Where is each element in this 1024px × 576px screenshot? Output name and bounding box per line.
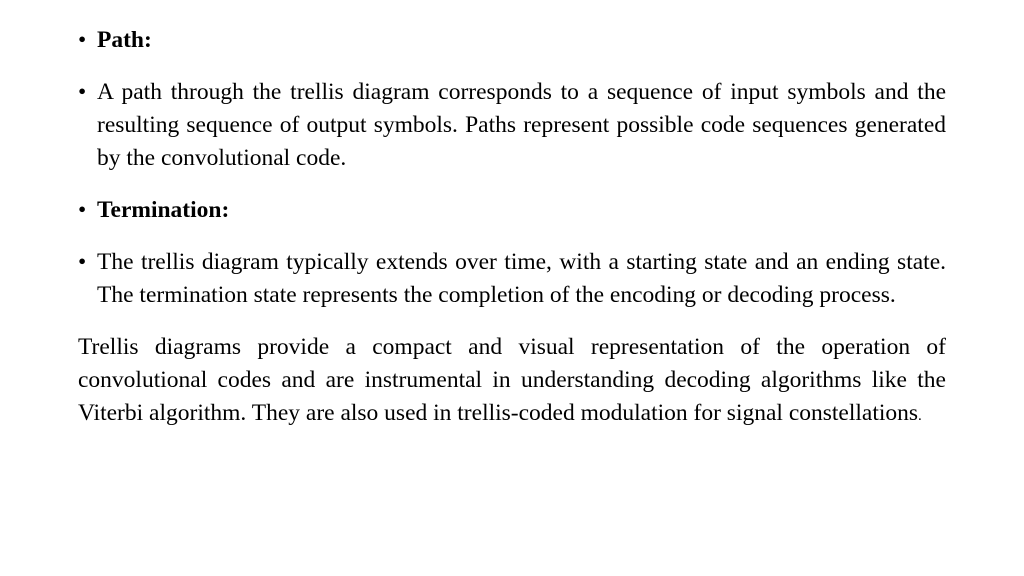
termination-description: The trellis diagram typically extends over time, with a starting state and an ending state. The termination state represents the completion of the encoding or decoding process.: [97, 249, 946, 308]
path-heading: Path:: [97, 27, 152, 53]
termination-heading: Termination:: [97, 197, 230, 223]
slide-content: [78, 24, 946, 457]
bullet-icon: •: [78, 249, 87, 275]
path-description: A path through the trellis diagram corresponds to a sequence of input symbols and the resulting sequence of output symbols. Paths represent possible code sequences generated by the convolutional code.: [97, 79, 946, 171]
summary-text: Trellis diagrams provide a compact and visual representation of the operation of convolutional codes and are instrumental in understanding decoding algorithms like the Viterbi algorithm. They are also used in trellis-coded modulation for signal constellations: [78, 334, 946, 426]
bullet-termination-description: [78, 246, 946, 312]
bullet-termination-heading: [78, 194, 946, 227]
bullet-icon: •: [78, 79, 87, 105]
bullet-path-heading: [78, 24, 946, 57]
summary-paragraph: [78, 331, 946, 433]
bullet-path-description: [78, 76, 946, 175]
summary-end-mark: .: [918, 408, 922, 424]
bullet-icon: •: [78, 197, 87, 223]
bullet-icon: •: [78, 27, 87, 53]
